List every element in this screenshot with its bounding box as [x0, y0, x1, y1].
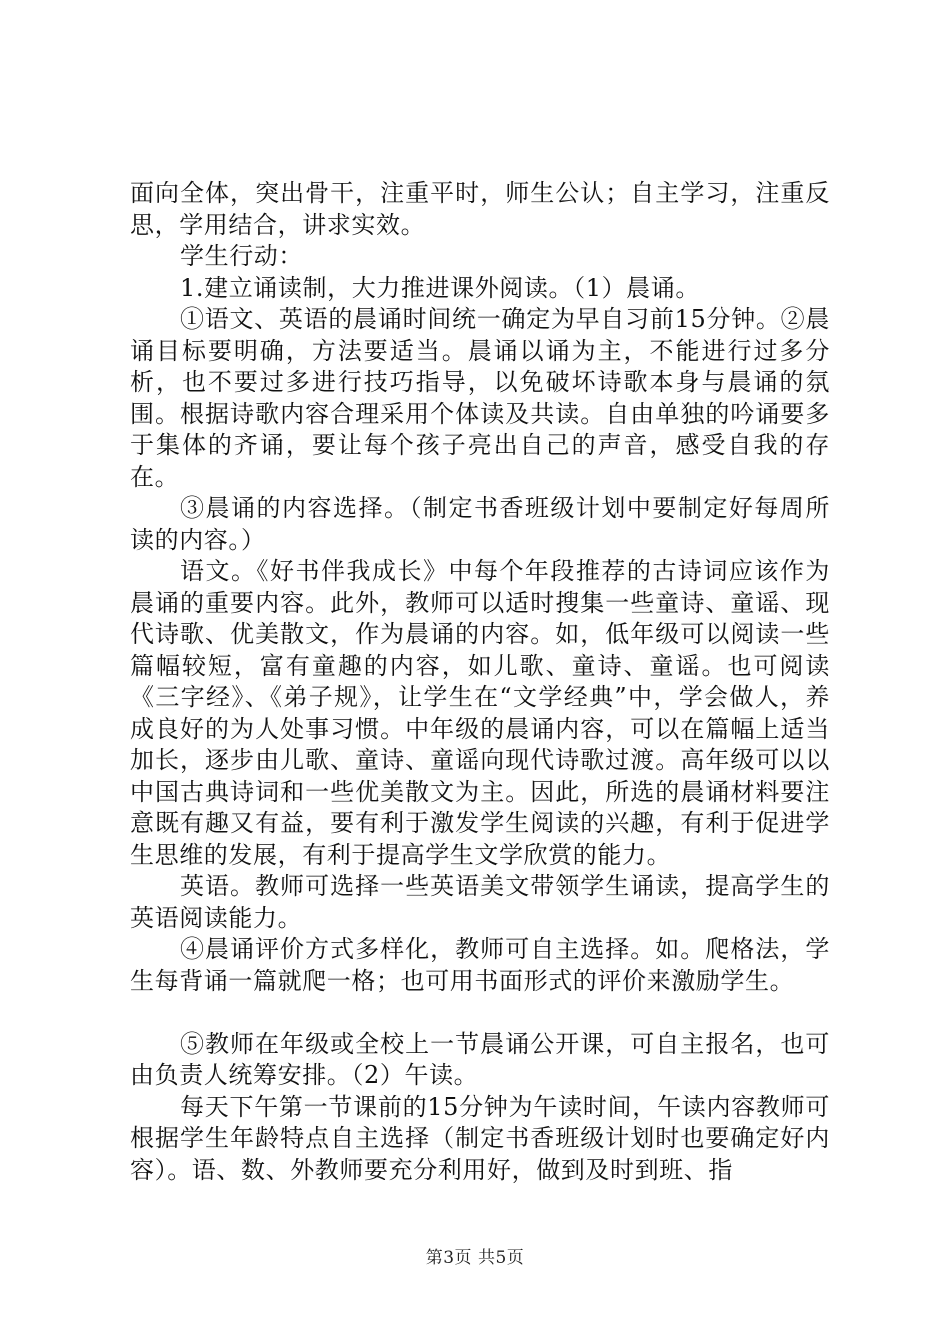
paragraph-1: 面向全体，突出骨干，注重平时，师生公认；自主学习，注重反思，学用结合，讲求实效。: [130, 179, 830, 239]
paragraph-9: ⑤教师在年级或全校上一节晨诵公开课，可自主报名，也可由负责人统筹安排。（2）午读。: [130, 1029, 830, 1089]
paragraph-2: 学生行动：: [180, 242, 303, 270]
paragraph-5: ③晨诵的内容选择。（制定书香班级计划中要制定好每周所读的内容。）: [130, 494, 830, 554]
paragraph-6: 语文。《好书伴我成长》中每个年段推荐的古诗词应该作为晨诵的重要内容。此外，教师可以适时搜集一些童诗、童谣、现代诗歌、优美散文，作为晨诵的内容。如，低年级可以阅读一些篇幅较短，富有童趣的内容，如儿歌、童诗、童谣。也可阅读《三字经》、《弟子规》，让学生在“文学经典”中，学会做人，养成良好的为人处事习惯。中年级的晨诵内容，可以在篇幅上适当加长，逐步由儿歌、童诗、童谣向现代诗歌过渡。高年级可以以中国古典诗词和一些优美散文为主。因此，所选的晨诵材料要注意既有趣又有益，要有利于激发学生阅读的兴趣，有利于促进学生思维的发展，有利于提高学生文学欣赏的能力。: [130, 557, 830, 869]
document-body: [130, 178, 830, 1186]
paragraph-3: 1.建立诵读制，大力推进课外阅读。（1）晨诵。: [180, 273, 700, 302]
page-number-footer: 第3页 共5页: [425, 1248, 525, 1268]
paragraph-8: ④晨诵评价方式多样化，教师可自主选择。如。爬格法，学生每背诵一篇就爬一格；也可用书面形式的评价来激励学生。: [130, 935, 830, 995]
paragraph-gap: [130, 997, 830, 1029]
paragraph-7: 英语。教师可选择一些英语美文带领学生诵读，提高学生的英语阅读能力。: [130, 872, 830, 932]
paragraph-10: 每天下午第一节课前的15分钟为午读时间，午读内容教师可根据学生年龄特点自主选择（制定书香班级计划时也要确定好内容）。语、数、外教师要充分利用好，做到及时到班、指: [130, 1092, 830, 1184]
paragraph-4: ①语文、英语的晨诵时间统一确定为早自习前15分钟。②晨诵目标要明确，方法要适当。晨诵以诵为主，不能进行过多分析，也不要过多进行技巧指导，以免破坏诗歌本身与晨诵的氛围。根据诗歌内容合理采用个体读及共读。自由单独的吟诵要多于集体的齐诵，要让每个孩子亮出自己的声音，感受自我的存在。: [130, 305, 830, 491]
